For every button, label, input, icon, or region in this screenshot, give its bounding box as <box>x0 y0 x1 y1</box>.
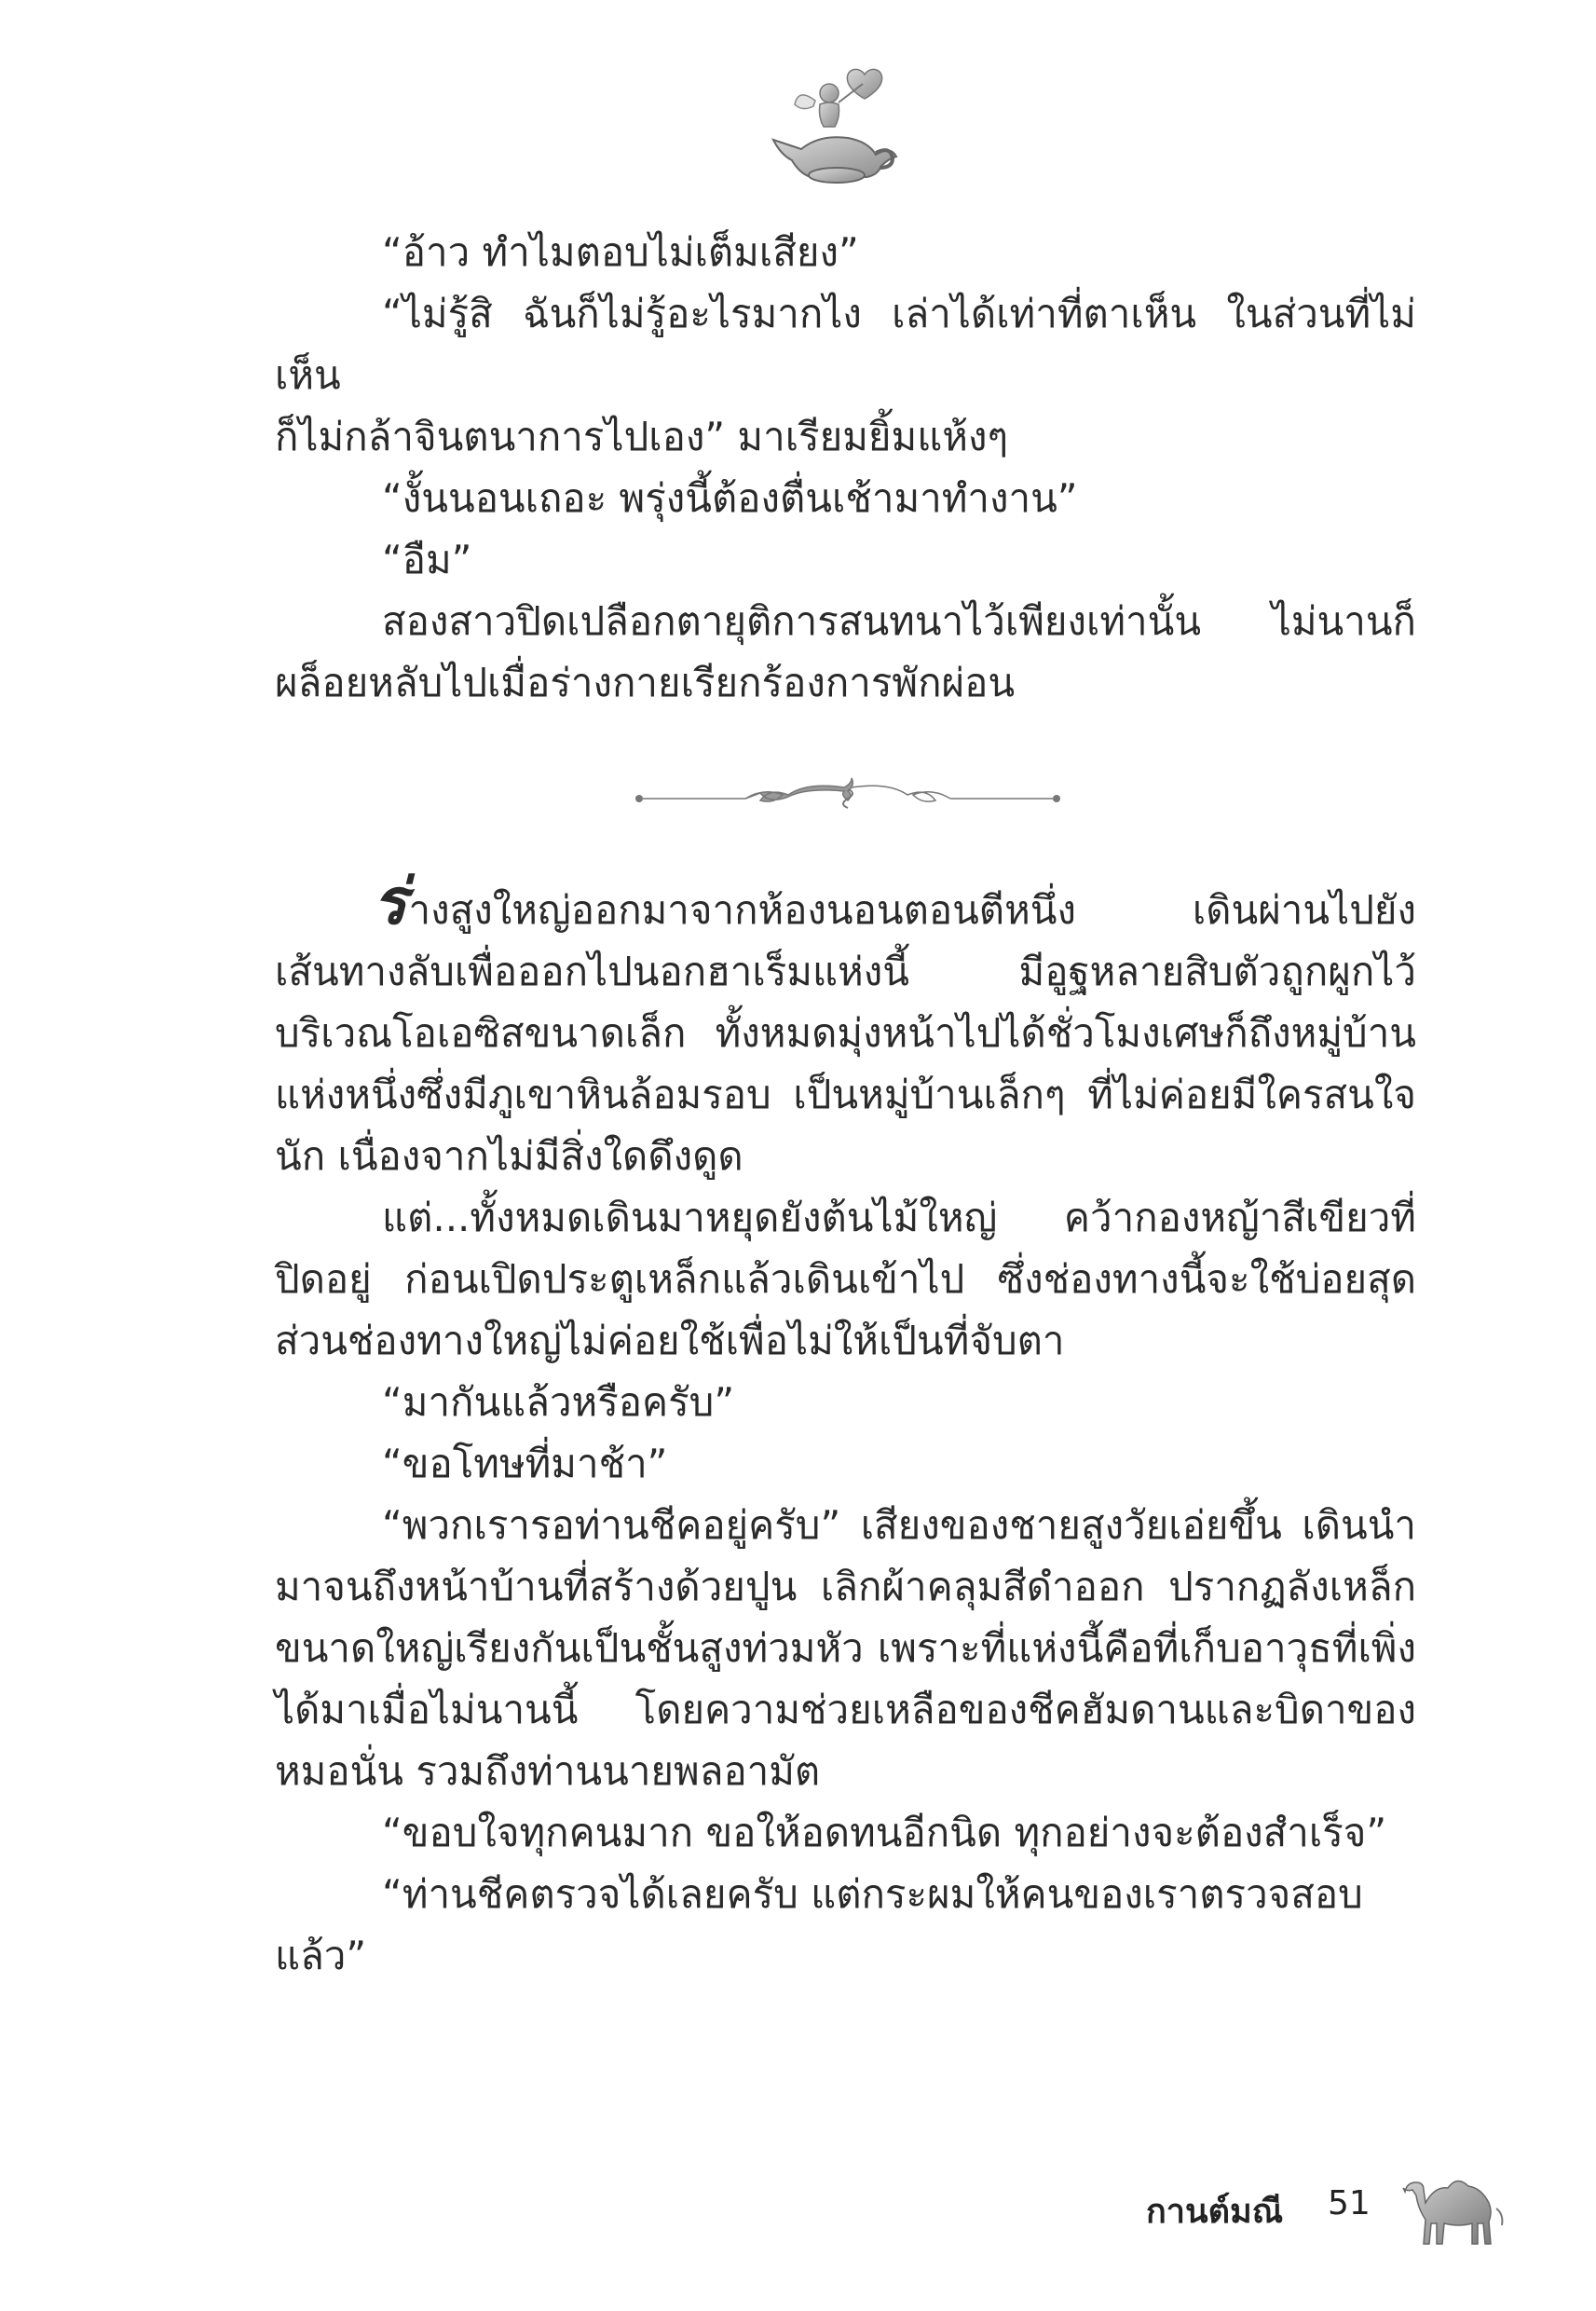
dialogue-line: “งั้นนอนเถอะ พรุ่งนี้ต้องตื่นเช้ามาทำงาน” <box>382 475 1078 521</box>
narration-line: แห่งหนึ่งซึ่งมีภูเขาหินล้อมรอบ เป็นหมู่บ้านเล็กๆ ที่ไม่ค่อยมีใครสนใจ <box>275 1072 1416 1117</box>
narration-line: นัก เนื่องจากไม่มีสิ่งใดดึงดูด <box>275 1133 743 1179</box>
dialogue-line: “ขอโทษที่มาช้า” <box>382 1441 668 1486</box>
narration-line <box>275 866 1416 941</box>
narration-line: “พวกเรารอท่านชีคอยู่ครับ” เสียงของชายสูงวัยเอ่ยขึ้น เดินนำ <box>382 1502 1416 1548</box>
dialogue-line: “อ้าว ทำไมตอบไม่เต็มเสียง” <box>382 229 859 275</box>
drop-cap: ร่ <box>373 866 407 939</box>
top-text-section <box>275 222 1416 714</box>
narration-line: มาจนถึงหน้าบ้านที่สร้างด้วยปูน เลิกผ้าคลุมสีดำออก ปรากฏลังเหล็ก <box>275 1564 1416 1609</box>
narration-line: ปิดอยู่ ก่อนเปิดประตูเหล็กแล้วเดินเข้าไป ซึ่งช่องทางนี้จะใช้บ่อยสุด <box>275 1256 1416 1302</box>
narration-line: ได้มาเมื่อไม่นานนี้ โดยความช่วยเหลือของชีคฮัมดานและบิดาของ <box>275 1687 1416 1732</box>
narration-line: ผล็อยหลับไปเมื่อร่างกายเรียกร้องการพักผ่อน <box>275 660 1016 705</box>
dialogue-line: “ขอบใจทุกคนมาก ขอให้อดทนอีกนิด ทุกอย่างจะต้องสำเร็จ” <box>382 1810 1387 1855</box>
dialogue-line: ก็ไม่กล้าจินตนาการไปเอง” มาเรียมยิ้มแห้งๆ <box>275 414 1009 459</box>
narration-line: ส่วนช่องทางใหญ่ไม่ค่อยใช้เพื่อไม่ให้เป็นที่จับตา <box>275 1318 1065 1363</box>
flourish-divider-icon <box>634 775 1062 822</box>
dialogue-line: “ท่านชีคตรวจได้เลยครับ แต่กระผมให้คนของเราตรวจสอบแล้ว” <box>275 1871 1363 1978</box>
bottom-text-section <box>275 866 1416 1987</box>
narration-text: างสูงใหญ่ออกมาจากห้องนอนตอนตีหนึ่ง เดินผ่านไปยัง <box>408 887 1416 933</box>
page-footer <box>1146 2164 1519 2248</box>
narration-line: แต่...ทั้งหมดเดินมาหยุดยังต้นไม้ใหญ่ คว้ากองหญ้าสีเขียวที่ <box>382 1195 1416 1240</box>
narration-line: เส้นทางลับเพื่อออกไปนอกฮาเร็มแห่งนี้ มีอูฐหลายสิบตัวถูกผูกไว้ <box>275 949 1416 994</box>
narration-line: สองสาวปิดเปลือกตายุติการสนทนาไว้เพียงเท่านั้น ไม่นานก็ <box>382 598 1416 644</box>
narration-line: ขนาดใหญ่เรียงกันเป็นชั้นสูงท่วมหัว เพราะที่แห่งนี้คือที่เก็บอาวุธที่เพิ่ง <box>275 1625 1416 1671</box>
section-divider <box>634 775 1062 822</box>
narration-line: บริเวณโอเอซิสขนาดเล็ก ทั้งหมดมุ่งหน้าไปได้ชั่วโมงเศษก็ถึงหมู่บ้าน <box>275 1010 1416 1056</box>
magic-lamp-icon <box>764 56 904 196</box>
book-title: กานต์มณี <box>1146 2193 1284 2231</box>
page-number: 51 <box>1328 2184 1371 2222</box>
dialogue-line: “มากันแล้วหรือครับ” <box>382 1379 735 1425</box>
narration-line: หมอนั่น รวมถึงท่านนายพลอามัต <box>275 1748 821 1794</box>
dialogue-line: “อืม” <box>382 537 472 582</box>
dialogue-line: “ไม่รู้สิ ฉันก็ไม่รู้อะไรมากไง เล่าได้เท่าที่ตาเห็น ในส่วนที่ไม่เห็น <box>275 291 1416 398</box>
header-lamp-ornament <box>764 56 904 196</box>
camel-icon <box>1398 2164 1509 2248</box>
